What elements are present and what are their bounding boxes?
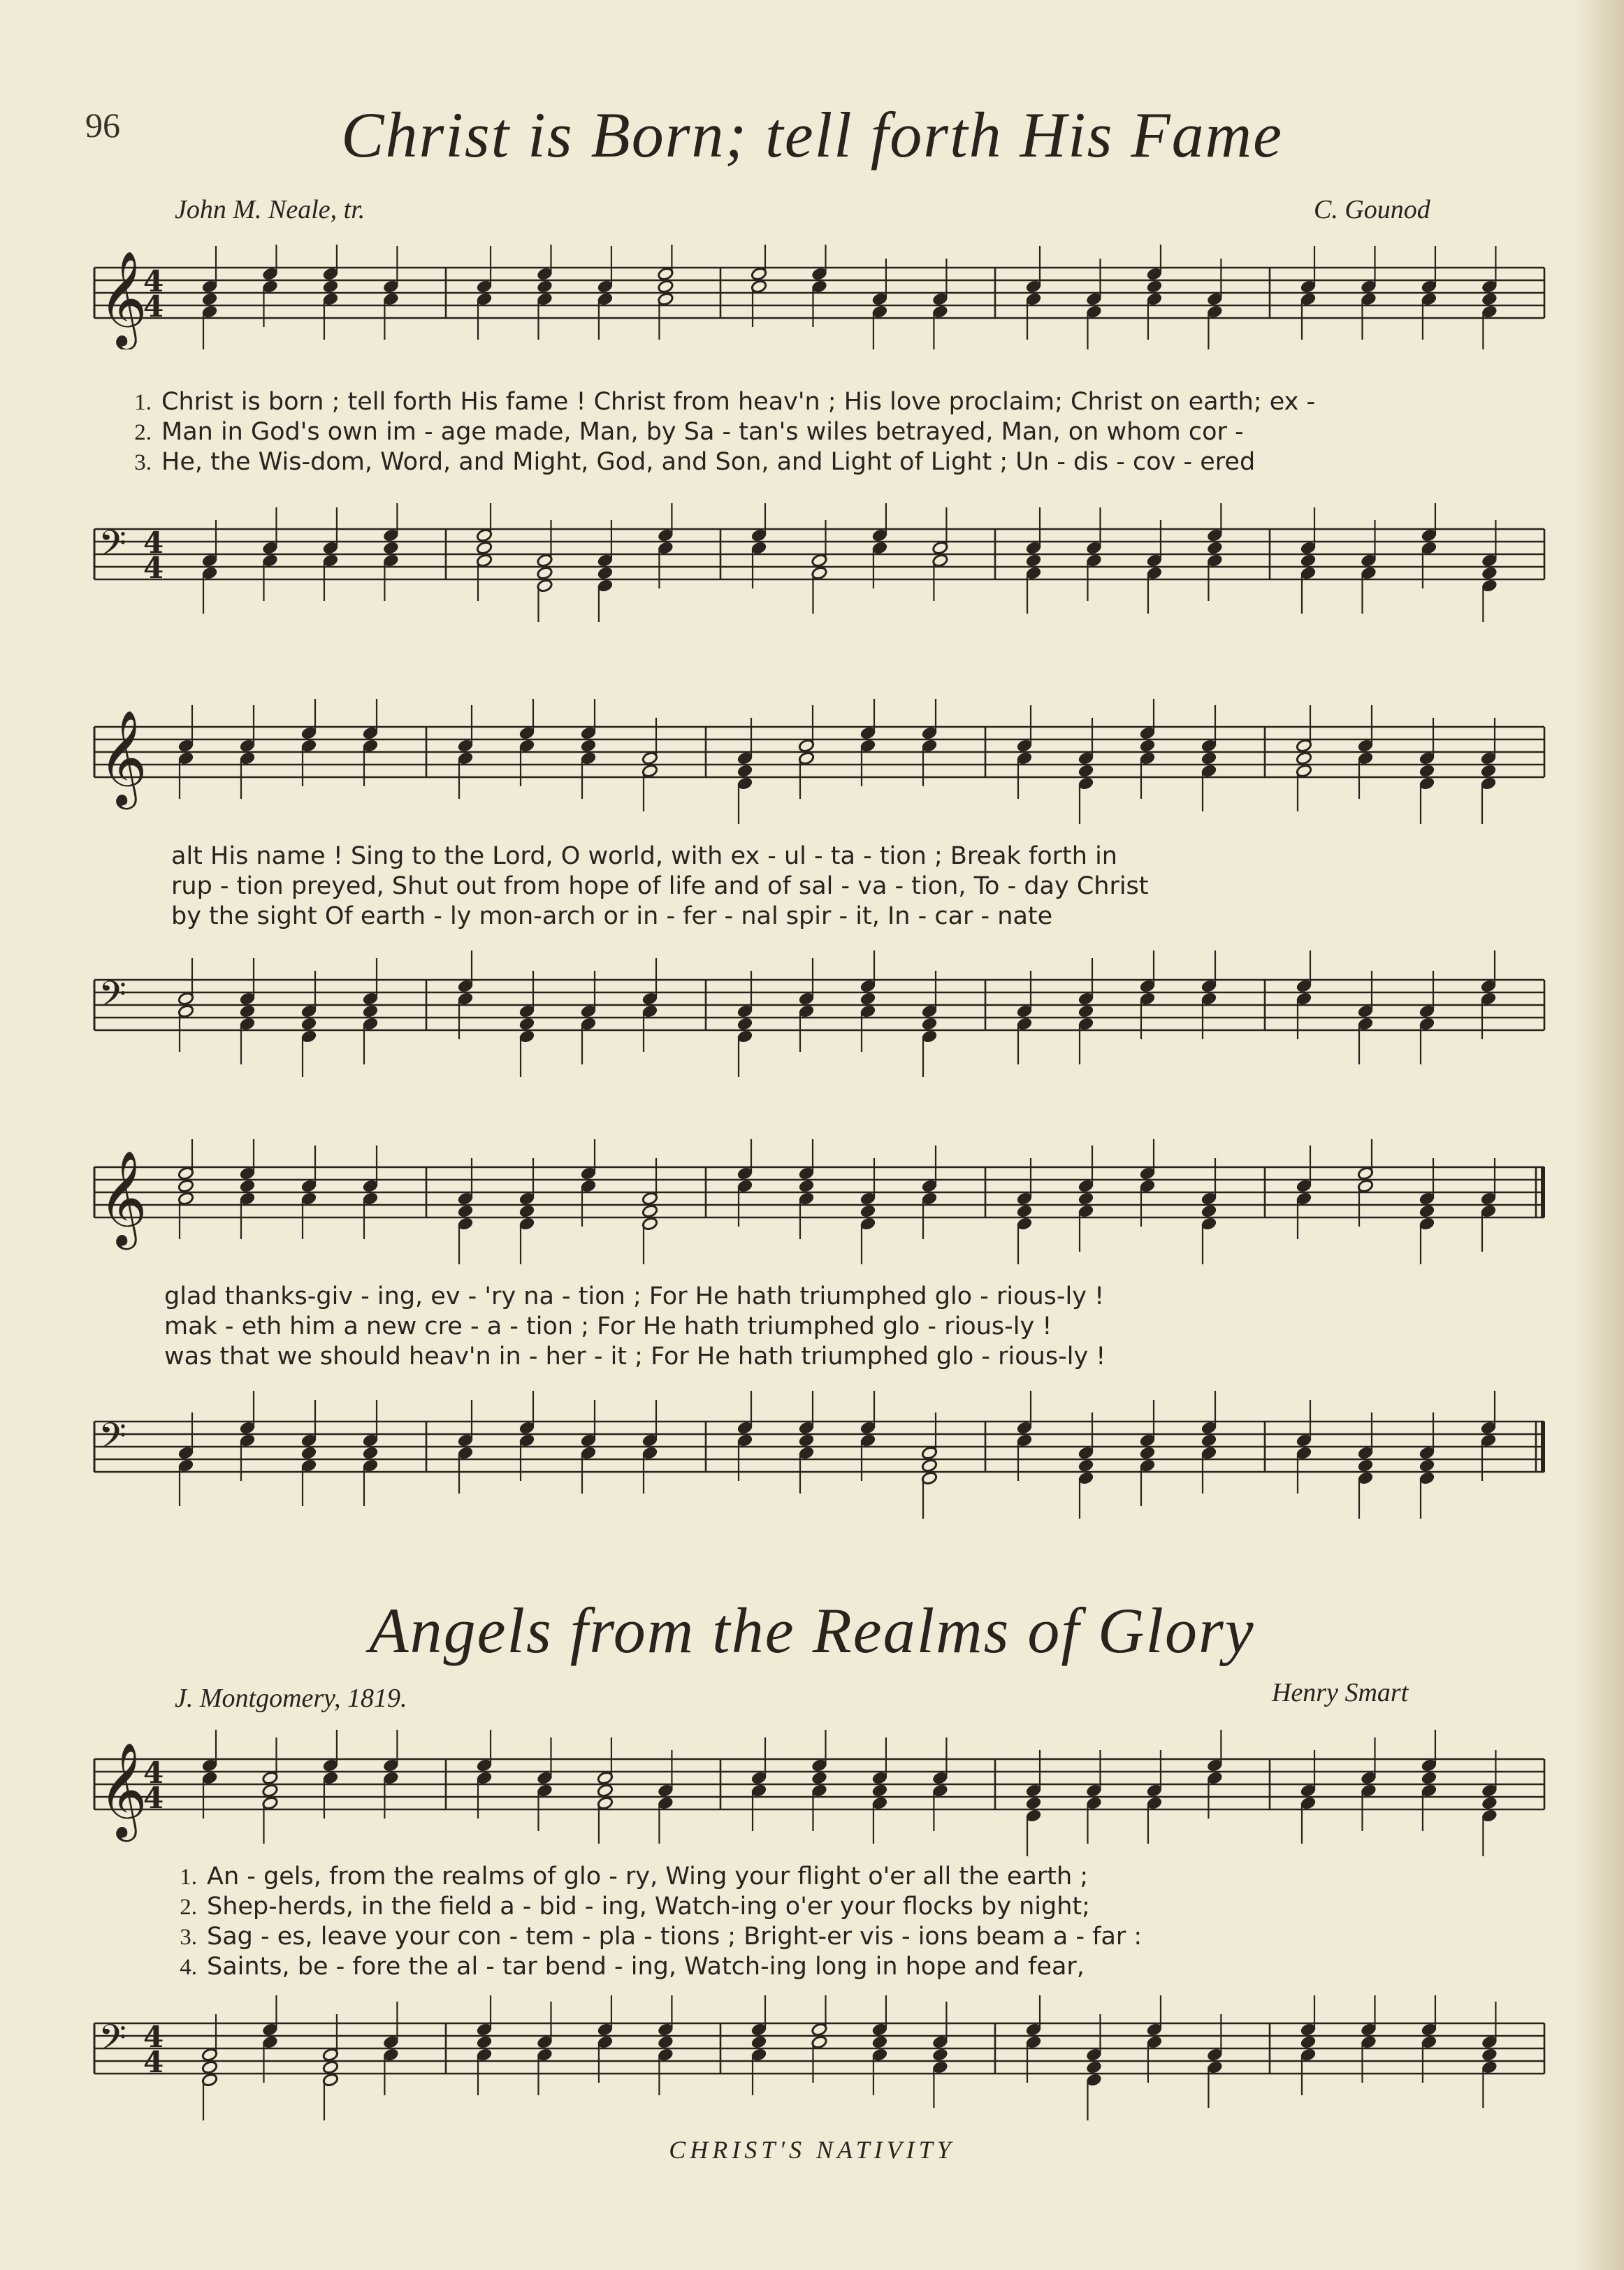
treble-staff xyxy=(87,245,1548,349)
lyric-line: 1. Christ is born ; tell forth His fame ! Christ from heav'n ; His love proclaim; Christ on earth; ex - xyxy=(134,388,1316,416)
note-head xyxy=(537,280,553,294)
treble-clef-icon: 𝄞 xyxy=(99,250,147,346)
note-head xyxy=(737,764,753,778)
note-head xyxy=(658,2035,674,2049)
note-head xyxy=(362,1446,379,1460)
bass-staff xyxy=(87,1995,1548,2121)
note-head xyxy=(871,2035,888,2049)
treble-clef-icon: 𝄞 xyxy=(99,1741,147,1837)
note-head xyxy=(1139,1446,1156,1460)
note-head xyxy=(1025,554,1042,568)
music-system-2 xyxy=(87,699,1548,1090)
time-signature-top: 4 xyxy=(143,526,164,560)
note-head xyxy=(201,2060,218,2074)
time-signature-bottom: 4 xyxy=(143,1781,164,1815)
note-head xyxy=(322,2060,339,2074)
bass-clef-icon: 𝄢 xyxy=(99,1415,126,1466)
note-head xyxy=(871,1784,888,1798)
lyric-line: 4. Saints, be - fore the al - tar bend - ing, Watch-ing long in hope and fear, xyxy=(180,1953,1085,1981)
note-head xyxy=(201,292,218,306)
lyric-line: 3. He, the Wis-dom, Word, and Might, God, and Son, and Light of Light ; Un - dis - cov - ered xyxy=(134,448,1256,476)
lyric-line: 2. Man in God's own im - age made, Man, by Sa - tan's wiles betrayed, Man, on whom cor - xyxy=(134,418,1244,446)
note-head xyxy=(362,1004,379,1018)
note-head xyxy=(737,1017,753,1031)
note-head xyxy=(1086,2060,1103,2074)
note-head xyxy=(300,1446,317,1460)
treble-staff xyxy=(87,699,1548,825)
note-head xyxy=(1481,1796,1498,1810)
note-head xyxy=(1300,2035,1317,2049)
note-head xyxy=(476,2035,493,2049)
note-head xyxy=(1078,1004,1094,1018)
note-head xyxy=(476,541,493,555)
note-head xyxy=(921,1017,938,1031)
treble-staff xyxy=(87,1730,1548,1863)
bass-clef-icon: 𝄢 xyxy=(99,973,126,1024)
hymn-title-christ-is-born: Christ is Born; tell forth His Fame xyxy=(341,99,1283,171)
note-head xyxy=(519,1017,535,1031)
treble-staff xyxy=(87,1139,1548,1265)
bass-staff xyxy=(87,950,1548,1083)
note-head xyxy=(932,2048,949,2062)
note-head xyxy=(1421,1771,1437,1785)
author-credit: J. Montgomery, 1819. xyxy=(175,1684,407,1713)
note-head xyxy=(1078,1192,1094,1206)
lyric-line: alt His name ! Sing to the Lord, O world, with ex - ul - ta - tion ; Break forth in xyxy=(171,842,1117,870)
note-head xyxy=(1419,764,1435,778)
bass-staff xyxy=(87,1391,1548,1531)
music-system-3 xyxy=(87,1139,1548,1545)
music-system-1 xyxy=(87,245,1548,643)
note-head xyxy=(597,1784,614,1798)
lyric-line: 3. Sag - es, leave your con - tem - pla - tions ; Bright-er vis - ions beam a - far : xyxy=(180,1923,1143,1951)
note-head xyxy=(1078,764,1094,778)
note-head xyxy=(1419,1204,1435,1218)
lyric-line: glad thanks-giv - ing, ev - 'ry na - tion ; For He hath triumphed glo - rious-ly ! xyxy=(164,1282,1105,1310)
lyric-line: mak - eth him a new cre - a - tion ; For He hath triumphed glo - rious-ly ! xyxy=(164,1313,1052,1340)
note-head xyxy=(1357,1459,1374,1473)
bass-staff xyxy=(87,503,1548,622)
note-head xyxy=(921,1459,938,1473)
lyric-line: 1. An - gels, from the realms of glo - ry, Wing your flight o'er all the earth ; xyxy=(180,1863,1089,1891)
note-head xyxy=(1139,739,1156,753)
composer-credit: C. Gounod xyxy=(1314,195,1430,224)
composer-credit: Henry Smart xyxy=(1272,1678,1409,1707)
time-signature-bottom: 4 xyxy=(143,289,164,324)
note-head xyxy=(239,1179,256,1193)
note-head xyxy=(1146,280,1163,294)
note-head xyxy=(457,1204,474,1218)
music-system-4 xyxy=(87,1730,1548,2121)
note-head xyxy=(811,1771,828,1785)
lyric-line: rup - tion preyed, Shut out from hope of life and of sal - va - tion, To - day Christ xyxy=(171,872,1149,900)
note-head xyxy=(322,280,339,294)
note-head xyxy=(751,2035,767,2049)
time-signature-bottom: 4 xyxy=(143,551,164,585)
bass-clef-icon: 𝄢 xyxy=(99,522,126,573)
note-head xyxy=(798,1433,815,1447)
note-head xyxy=(860,1204,876,1218)
section-footer: CHRIST'S NATIVITY xyxy=(669,2136,955,2164)
note-head xyxy=(1481,566,1498,580)
lyric-line: by the sight Of earth - ly mon-arch or in - fer - nal spir - it, In - car - nate xyxy=(171,902,1053,930)
note-head xyxy=(860,992,876,1006)
note-head xyxy=(383,541,400,555)
note-head xyxy=(658,280,674,294)
time-signature-top: 4 xyxy=(143,264,164,298)
bass-clef-icon: 𝄢 xyxy=(99,2016,126,2067)
note-head xyxy=(1481,2048,1498,2062)
treble-clef-icon: 𝄞 xyxy=(99,709,147,805)
note-head xyxy=(1481,292,1498,306)
note-head xyxy=(1207,541,1224,555)
time-signature-bottom: 4 xyxy=(143,2045,164,2079)
note-head xyxy=(537,566,553,580)
lyric-line: 2. Shep-herds, in the field a - bid - ing, Watch-ing o'er your flocks by night; xyxy=(180,1893,1090,1921)
note-head xyxy=(580,739,597,753)
translator-credit: John M. Neale, tr. xyxy=(175,195,365,224)
note-head xyxy=(1078,1459,1094,1473)
page-number: 96 xyxy=(85,106,120,145)
note-head xyxy=(1025,1796,1042,1810)
note-head xyxy=(239,1004,256,1018)
time-signature-top: 4 xyxy=(143,2020,164,2054)
note-head xyxy=(798,1179,815,1193)
note-head xyxy=(1300,554,1317,568)
note-head xyxy=(1480,764,1497,778)
treble-clef-icon: 𝄞 xyxy=(99,1149,147,1245)
lyric-line: was that we should heav'n in - her - it ; For He hath triumphed glo - rious-ly ! xyxy=(164,1343,1106,1371)
page-edge-shadow xyxy=(1575,0,1624,2270)
time-signature-top: 4 xyxy=(143,1756,164,1790)
note-head xyxy=(1296,751,1312,765)
note-head xyxy=(1419,1459,1435,1473)
hymn-title-angels-from-the-realms: Angels from the Realms of Glory xyxy=(369,1595,1255,1666)
note-head xyxy=(1201,1204,1217,1218)
note-head xyxy=(597,566,614,580)
note-head xyxy=(300,1017,317,1031)
note-head xyxy=(1016,1204,1033,1218)
note-head xyxy=(519,1204,535,1218)
note-head xyxy=(1201,751,1217,765)
note-head xyxy=(641,1204,658,1218)
note-head xyxy=(177,1179,194,1193)
note-head xyxy=(262,1784,279,1798)
note-head xyxy=(1201,1433,1217,1447)
